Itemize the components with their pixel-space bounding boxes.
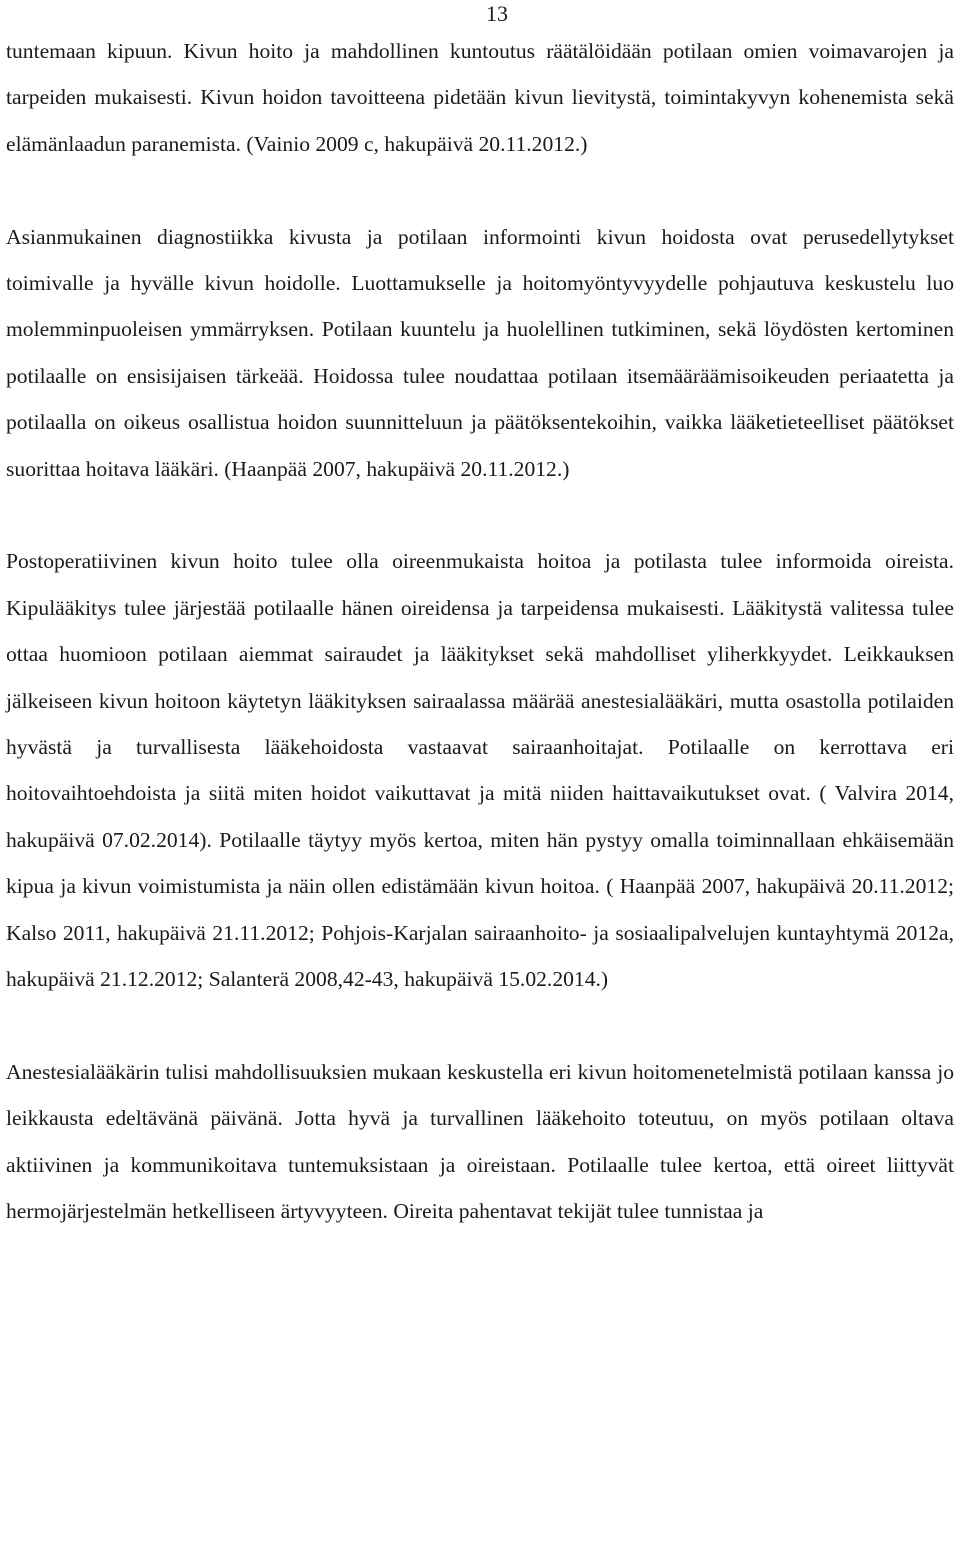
paragraph-2: Asianmukainen diagnostiikka kivusta ja potilaan informointi kivun hoidosta ovat perusedellytykset toimivalle ja hyvälle kivun hoidolle. Luottamukselle ja hoitomyöntyvyydelle pohjautuva keskustelu luo molemminpuoleisen ymmärryksen. Potilaan kuuntelu ja huolellinen tutkiminen, sekä löydösten kertominen potilaalle on ensisijaisen tärkeää. Hoidossa tulee noudattaa potilaan itsemääräämisoikeuden periaatetta ja potilaalla on oikeus osallistua hoidon suunnitteluun ja päätöksentekoihin, vaikka lääketieteelliset päätökset suorittaa hoitava lääkäri. (Haanpää 2007, hakupäivä 20.11.2012.) [6,224,954,481]
page-number: 13 [486,1,508,26]
document-body [6,28,954,1235]
paragraph-gap [6,492,954,538]
paragraph-1: tuntemaan kipuun. Kivun hoito ja mahdollinen kuntoutus räätälöidään potilaan omien voimavarojen ja tarpeiden mukaisesti. Kivun hoidon tavoitteena pidetään kivun lievitystä, toimintakyvyn kohenemista sekä elämänlaadun paranemista. (Vainio 2009 c, hakupäivä 20.11.2012.) [6,39,954,156]
paragraph-4: Anestesialääkärin tulisi mahdollisuuksien mukaan keskustella eri kivun hoitomenetelmistä potilaan kanssa jo leikkausta edeltävänä päivänä. Jotta hyvä ja turvallinen lääkehoito toteutuu, on myös potilaan oltava aktiivinen ja kommunikoitava tuntemuksistaan ja oireistaan. Potilaalle tulee kertoa, että oireet liittyvät hermojärjestelmän hetkelliseen ärtyvyyteen. Oireita pahentavat tekijät tulee tunnistaa ja [6,1059,954,1224]
paragraph-3: Postoperatiivinen kivun hoito tulee olla oireenmukaista hoitoa ja potilasta tulee informoida oireista. Kipulääkitys tulee järjestää potilaalle hänen oireidensa ja tarpeidensa mukaisesti. Lääkitystä valitessa tulee ottaa huomioon potilaan aiemmat sairaudet ja lääkitykset sekä mahdolliset yliherkkyydet. Leikkauksen jälkeiseen kivun hoitoon käytetyn lääkityksen sairaalassa määrää anestesialääkäri, mutta osastolla potilaiden hyvästä ja turvallisesta lääkehoidosta vastaavat sairaanhoitajat. Potilaalle on kerrottava eri hoitovaihtoehdoista ja siitä miten hoidot vaikuttavat ja mitä niiden haittavaikutukset ovat. ( Valvira 2014, hakupäivä 07.02.2014). Potilaalle täytyy myös kertoa, miten hän pystyy omalla toiminnallaan ehkäisemään kipua ja kivun voimistumista ja näin ollen edistämään kivun hoitoa. ( Haanpää 2007, hakupäivä 20.11.2012; Kalso 2011, hakupäivä 21.11.2012; Pohjois-Karjalan sairaanhoito- ja sosiaalipalvelujen kuntayhtymä 2012a, hakupäivä 21.12.2012; Salanterä 2008,42-43, hakupäivä 15.02.2014.) [6,549,954,992]
paragraph-gap [6,167,954,213]
paragraph-gap [6,1003,954,1049]
